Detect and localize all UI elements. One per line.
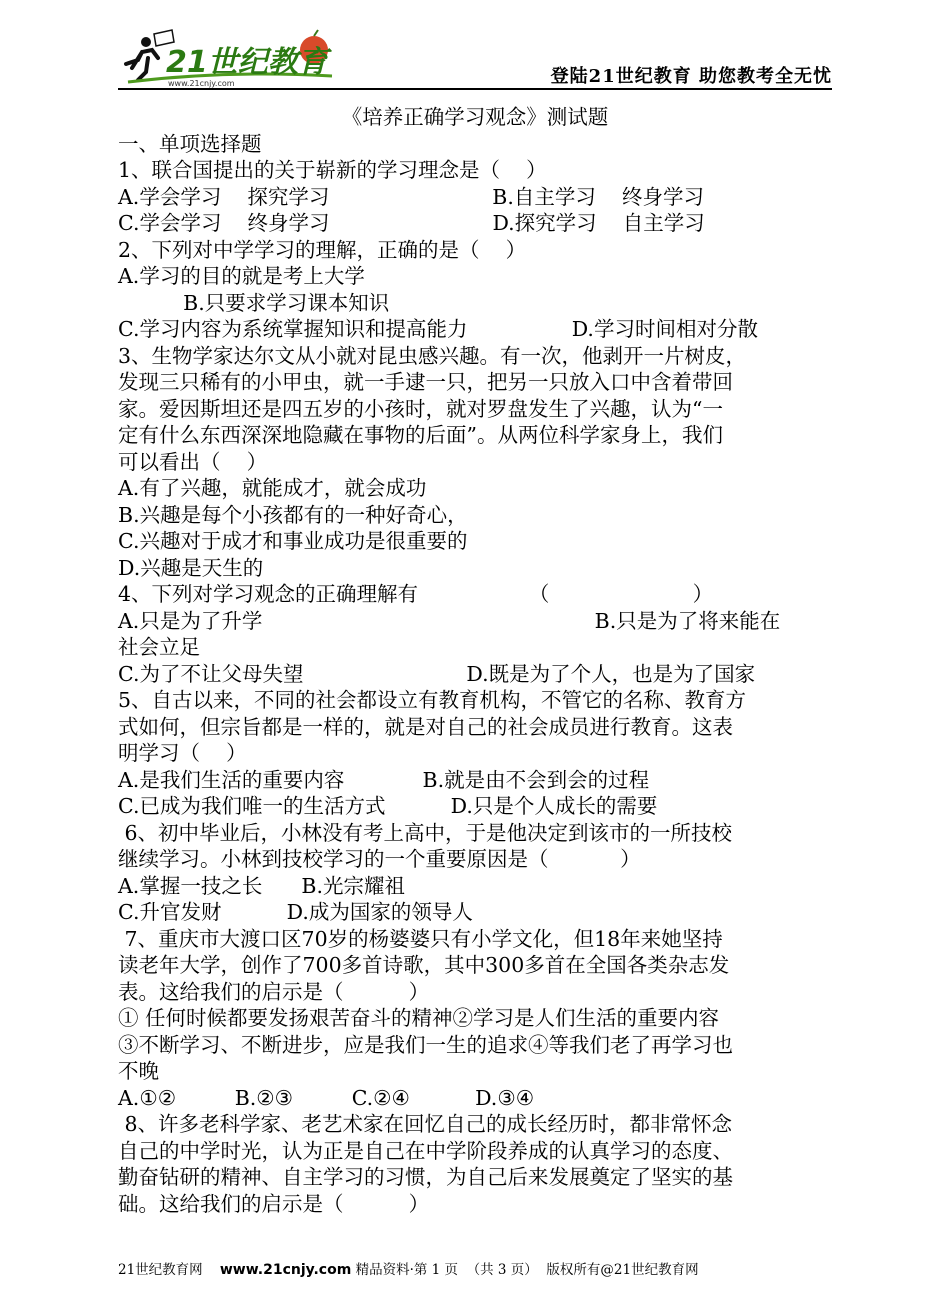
question-1-options-cd: C.学会学习 终身学习 D.探究学习 自主学习 xyxy=(118,211,705,235)
question-6-line: 6、初中毕业后，小林没有考上高中，于是他决定到该市的一所技校 xyxy=(118,820,733,845)
question-4-options-cd: C.为了不让父母失望 D.既是为了个人，也是为了国家 xyxy=(118,661,756,686)
question-2: 2、下列对中学学习的理解，正确的是（ ） xyxy=(118,237,527,262)
question-2-options-cd: C.学习内容为系统掌握知识和提高能力 D.学习时间相对分散 xyxy=(118,317,758,341)
question-7-statements: ③不断学习、不断进步，应是我们一生的追求④等我们老了再学习也 xyxy=(118,1032,733,1057)
question-7-line: 读老年大学，创作了700多首诗歌，其中300多首在全国各类杂志发 xyxy=(118,953,730,977)
question-6-options-cd: C.升官发财 D.成为国家的领导人 xyxy=(118,900,473,924)
question-4: 4、下列对学习观念的正确理解有 （ ） xyxy=(118,582,714,606)
question-3-option-a: A.有了兴趣，就能成才，就会成功 xyxy=(118,476,427,500)
footer-info: 精品资料·第 1 页 （共 3 页） 版权所有@21世纪教育网 xyxy=(355,1262,699,1278)
question-7-options: A.①② B.②③ C.②④ D.③④ xyxy=(118,1085,535,1110)
question-4-options-ab: A.只是为了升学 B.只是为了将来能在 xyxy=(118,608,781,633)
question-7-statements: 不晚 xyxy=(118,1059,159,1083)
question-8-line: 8、许多老科学家、老艺术家在回忆自己的成长经历时，都非常怀念 xyxy=(118,1112,733,1136)
section-heading: 一、单项选择题 xyxy=(118,131,262,156)
question-2-option-b: B.只要求学习课本知识 xyxy=(118,290,390,315)
question-5-options-cd: C.已成为我们唯一的生活方式 D.只是个人成长的需要 xyxy=(118,794,658,818)
question-7-statements: ① 任何时候都要发扬艰苦奋斗的精神②学习是人们生活的重要内容 xyxy=(118,1006,720,1030)
question-1-options-ab: A.学会学习 探究学习 B.自主学习 终身学习 xyxy=(118,184,704,209)
question-5-line: 式如何，但宗旨都是一样的，就是对自己的社会成员进行教育。这表 xyxy=(118,714,733,739)
question-4-option-b-cont: 社会立足 xyxy=(118,635,200,659)
site-logo xyxy=(118,28,338,88)
page-header xyxy=(118,28,832,90)
question-3-line: 家。爱因斯坦还是四五岁的小孩时，就对罗盘发生了兴趣，认为“一 xyxy=(118,396,723,421)
question-2-option-a: A.学习的目的就是考上大学 xyxy=(118,264,365,288)
header-divider xyxy=(118,88,832,90)
question-7-line: 表。这给我们的启示是（ ） xyxy=(118,979,430,1004)
footer-url[interactable]: www.21cnjy.com xyxy=(219,1262,352,1278)
question-5-options-ab: A.是我们生活的重要内容 B.就是由不会到会的过程 xyxy=(118,767,650,792)
page-title: 《培养正确学习观念》测试题 xyxy=(341,105,609,129)
question-6-options-ab: A.掌握一技之长 B.光宗耀祖 xyxy=(118,873,405,898)
question-3-line: 发现三只稀有的小甲虫，就一手逮一只，把另一只放入口中含着带回 xyxy=(118,370,733,394)
question-7-line: 7、重庆市大渡口区70岁的杨婆婆只有小学文化，但18年来她坚持 xyxy=(118,926,723,951)
question-1: 1、联合国提出的关于崭新的学习理念是（ ） xyxy=(118,158,547,182)
header-slogan: 登陆21世纪教育 助您教考全无忧 xyxy=(550,66,832,87)
question-3-line: 可以看出（ ） xyxy=(118,449,268,474)
question-5-line: 明学习（ ） xyxy=(118,741,247,765)
question-8-line: 自己的中学时光，认为正是自己在中学阶段养成的认真学习的态度、 xyxy=(118,1138,733,1163)
question-8-line: 勤奋钻研的精神、自主学习的习惯，为自己后来发展奠定了坚实的基 xyxy=(118,1165,733,1189)
svg-text:www.21cnjy.com: www.21cnjy.com xyxy=(168,79,235,88)
svg-text:21世纪教育: 21世纪教育 xyxy=(166,45,328,80)
footer-site: 21世纪教育网 xyxy=(118,1262,203,1278)
question-3-option-b: B.兴趣是每个小孩都有的一种好奇心， xyxy=(118,502,468,527)
question-3-line: 定有什么东西深深地隐藏在事物的后面”。从两位科学家身上，我们 xyxy=(118,423,723,447)
question-8-line: 础。这给我们的启示是（ ） xyxy=(118,1191,430,1216)
question-5-line: 5、自古以来，不同的社会都设立有教育机构，不管它的名称、教育方 xyxy=(118,688,747,712)
quiz-content xyxy=(118,104,832,1217)
question-3-option-c: C.兴趣对于成才和事业成功是很重要的 xyxy=(118,529,468,553)
question-3-option-d: D.兴趣是天生的 xyxy=(118,555,264,580)
question-3-line: 3、生物学家达尔文从小就对昆虫感兴趣。有一次，他剥开一片树皮， xyxy=(118,343,747,368)
question-6-line: 继续学习。小林到技校学习的一个重要原因是（ ） xyxy=(118,847,641,871)
page-footer xyxy=(118,1259,832,1281)
